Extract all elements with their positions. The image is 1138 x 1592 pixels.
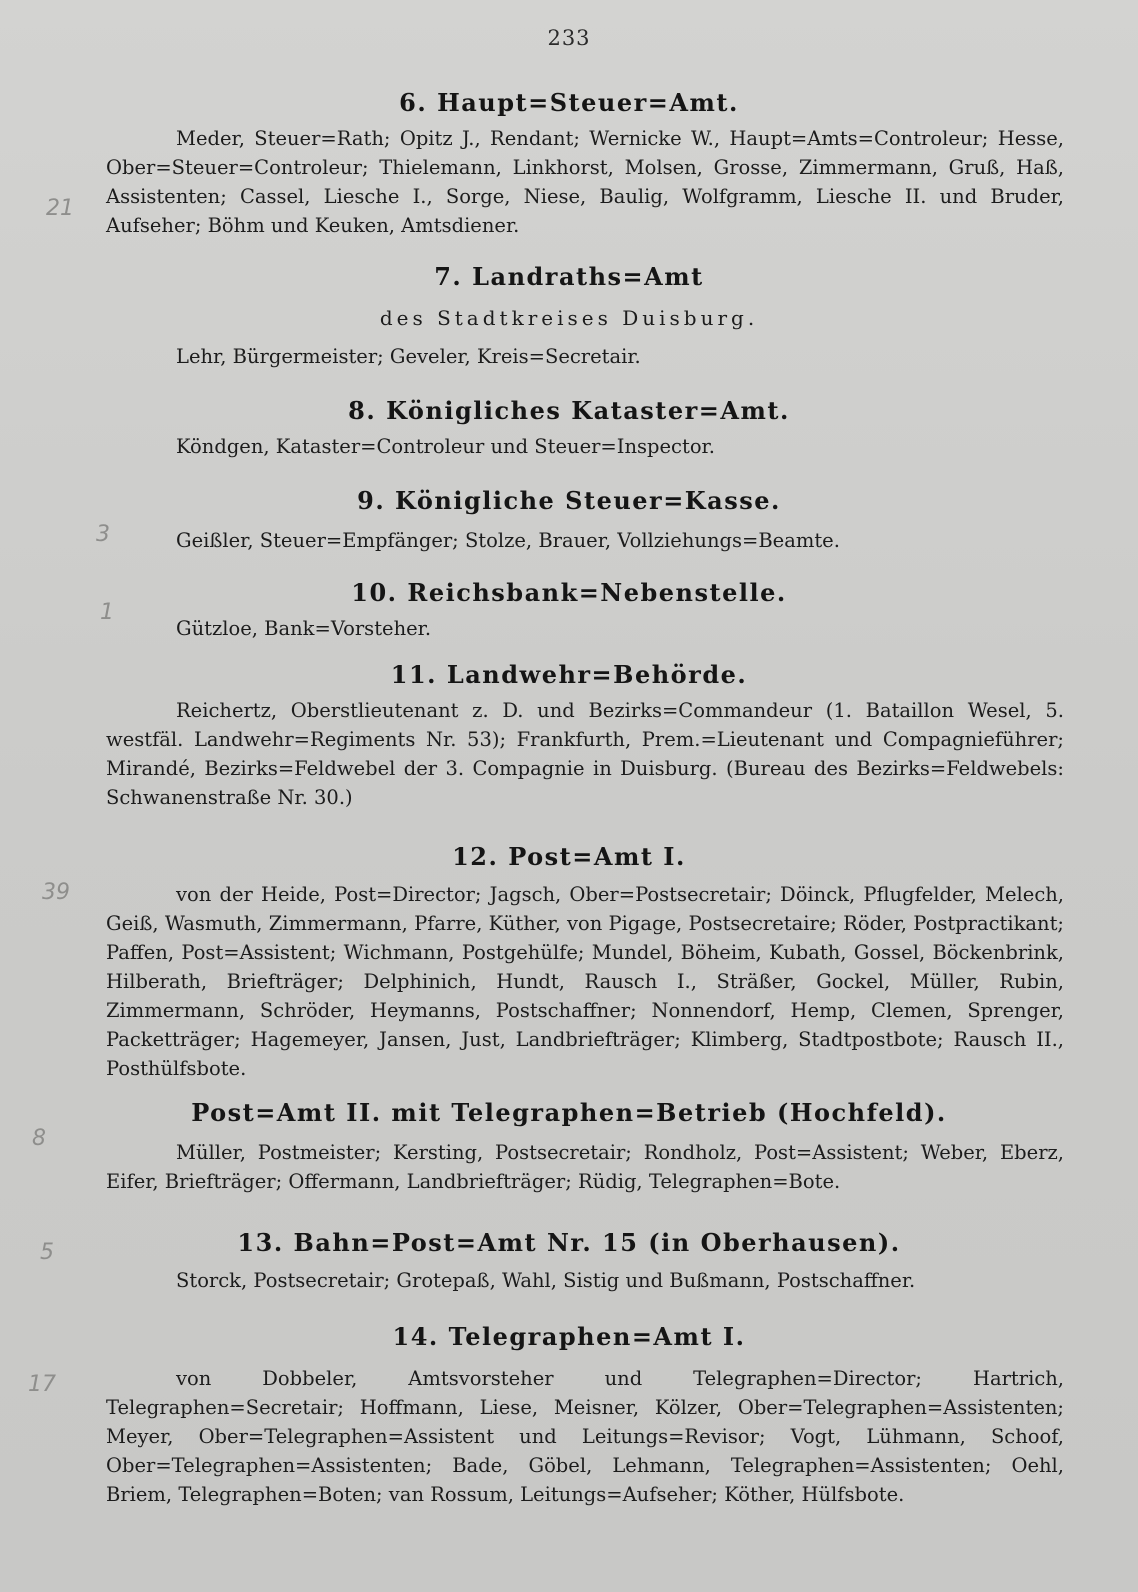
section-title-6: 6. Haupt=Steuer=Amt.	[399, 88, 739, 117]
section-title-10: 10. Reichsbank=Nebenstelle.	[351, 578, 787, 607]
section-title-12: 12. Post=Amt I.	[452, 842, 686, 871]
section-text-11: Reichertz, Oberstlieutenant z. D. und Bezirks=Commandeur (1. Bataillon Wesel, 5. westfäl. Landwehr=Regiments Nr. 53); Frankfurth, Prem.=Lieutenant und Compagnieführer; Mirandé, Bezirks=Feldwebel der 3. Compagnie in Duisburg. (Bureau des Bezirks=Feldwebels: Schwanenstraße Nr. 30.)	[106, 699, 1064, 809]
section-subtitle-7: des Stadtkreises Duisburg.	[379, 306, 759, 330]
section-title-11: 11. Landwehr=Behörde.	[390, 660, 748, 689]
margin-note: 39	[42, 880, 70, 905]
section-title-14: 14. Telegraphen=Amt I.	[392, 1322, 746, 1351]
section-title-7: 7. Landraths=Amt	[434, 262, 704, 291]
margin-note: 3	[96, 522, 110, 547]
section-text-12: von der Heide, Post=Director; Jagsch, Ober=Postsecretair; Döinck, Pflugfelder, Melech, Geiß, Wasmuth, Zimmermann, Pfarre, Küther, von Pigage, Postsecretaire; Röder, Postpractikant; Paffen, Post=Assistent; Wichmann, Postgehülfe; Mundel, Böheim, Kubath, Gossel, Böckenbrink, Hilberath, Briefträger; Delphinich, Hundt, Rausch I., Sträßer, Gockel, Müller, Rubin, Zimmermann, Schröder, Heymanns, Postschaffner; Nonnendorf, Hemp, Clemen, Sprenger, Packetträger; Hagemeyer, Jansen, Just, Landbriefträger; Klimberg, Stadtpostbote; Rausch II., Posthülfsbote.	[106, 883, 1064, 1080]
section-title-post-amt-2: Post=Amt II. mit Telegraphen=Betrieb (Hochfeld).	[191, 1098, 947, 1127]
section-title-8: 8. Königliches Kataster=Amt.	[348, 396, 790, 425]
margin-note: 5	[40, 1240, 54, 1265]
section-text-14: von Dobbeler, Amtsvorsteher und Telegraphen=Director; Hartrich, Telegraphen=Secretair; Hoffmann, Liese, Meisner, Kölzer, Ober=Telegraphen=Assistenten; Meyer, Ober=Telegraphen=Assistent und Leitungs=Revisor; Vogt, Lühmann, Schoof, Ober=Telegraphen=Assistenten; Bade, Göbel, Lehmann, Telegraphen=Assistenten; Oehl, Briem, Telegraphen=Boten; van Rossum, Leitungs=Aufseher; Köther, Hülfsbote.	[106, 1367, 1064, 1506]
section-text-6: Meder, Steuer=Rath; Opitz J., Rendant; Wernicke W., Haupt=Amts=Controleur; Hesse, Ober=Steuer=Controleur; Thielemann, Linkhorst, Molsen, Grosse, Zimmermann, Gruß, Haß, Assistenten; Cassel, Liesche I., Sorge, Niese, Baulig, Wolfgramm, Liesche II. und Bruder, Aufseher; Böhm und Keuken, Amtsdiener.	[106, 127, 1064, 237]
section-text-8: Köndgen, Kataster=Controleur und Steuer=Inspector.	[176, 435, 715, 458]
section-text-10: Gützloe, Bank=Vorsteher.	[176, 617, 432, 640]
section-title-13: 13. Bahn=Post=Amt Nr. 15 (in Oberhausen).	[237, 1228, 901, 1257]
section-text-post-amt-2: Müller, Postmeister; Kersting, Postsecretair; Rondholz, Post=Assistent; Weber, Eberz, Eifer, Briefträger; Offermann, Landbriefträger; Rüdig, Telegraphen=Bote.	[106, 1141, 1064, 1193]
page-number: 233	[547, 26, 591, 50]
margin-note: 17	[28, 1372, 56, 1397]
section-title-9: 9. Königliche Steuer=Kasse.	[357, 486, 781, 515]
section-text-13: Storck, Postsecretair; Grotepaß, Wahl, Sistig und Bußmann, Postschaffner.	[176, 1269, 916, 1292]
margin-note: 8	[32, 1126, 46, 1151]
section-text-9: Geißler, Steuer=Empfänger; Stolze, Brauer, Vollziehungs=Beamte.	[176, 529, 840, 552]
margin-note: 1	[100, 600, 114, 625]
margin-note: 21	[46, 196, 74, 221]
section-text-7: Lehr, Bürgermeister; Geveler, Kreis=Secretair.	[176, 345, 641, 368]
